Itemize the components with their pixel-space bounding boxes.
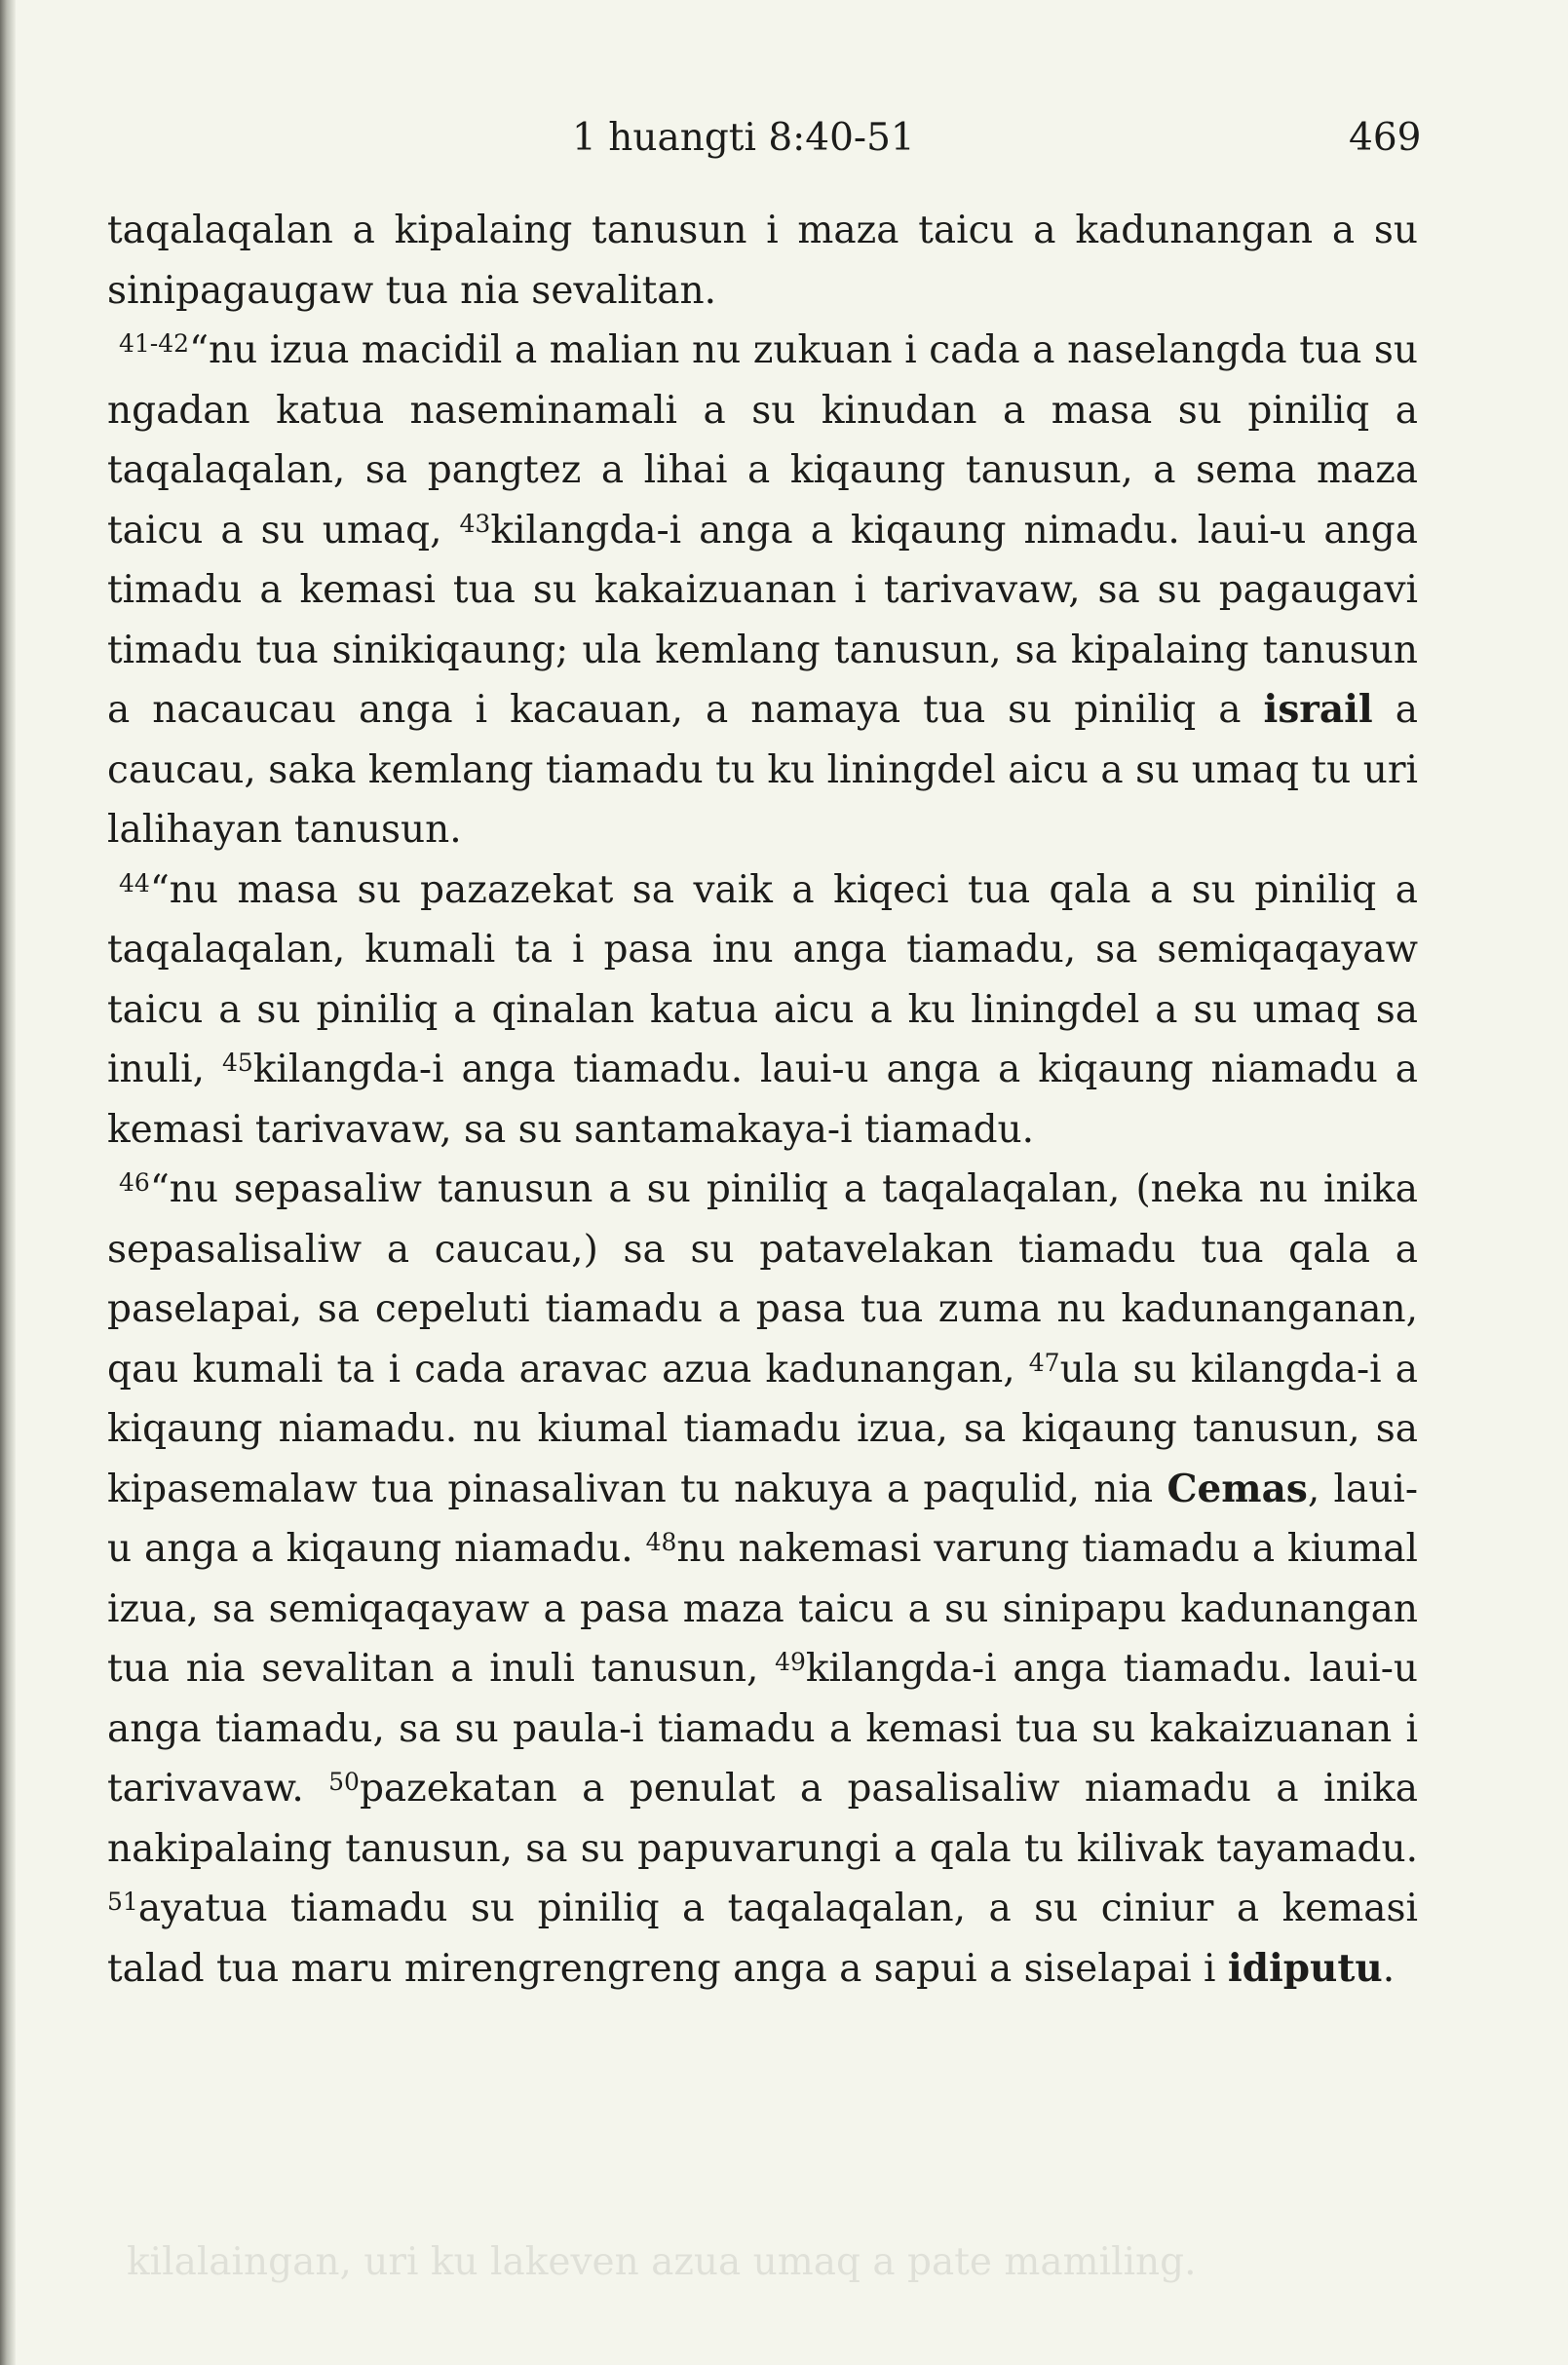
bold-name: israil (1263, 687, 1373, 732)
text-run: pazekatan a penulat a pasalisaliw niamadu a inika nakipalaing tanusun, sa su papuvarungi a qala tu kilivak tayamadu. (107, 1767, 1418, 1871)
bold-name: Cemas (1166, 1466, 1308, 1511)
text-run: “nu masa su pazazekat sa vaik a kiqeci tua qala a su piniliq a taqalaqalan, kumali ta i pasa inu anga tiamadu, sa semiqaqayaw taicu a su piniliq a qinalan katua aicu a ku liningdel a su umaq sa inuli, (107, 867, 1418, 1091)
text-run: kilangda-i anga tiamadu. laui-u anga a kiqaung niamadu a kemasi tarivavaw, sa su santamakaya-i tiamadu. (107, 1048, 1418, 1152)
text-run: kilangda-i anga tiamadu. laui-u anga tiamadu, sa su paula-i tiamadu a kemasi tua su kakaizuanan i tarivavaw. (107, 1647, 1419, 1811)
text-run: ula su kilangda-i a kiqaung niamadu. nu kiumal tiamadu izua, sa kiqaung tanusun, sa kipasemalaw tua pinasalivan tu nakuya a paqulid, nia (107, 1347, 1418, 1511)
page-spine-shadow (0, 0, 16, 2365)
text-run: ayatua tiamadu su piniliq a taqalaqalan, a su ciniur a kemasi talad tua maru mirengrengreng anga a sapui a siselapai i (107, 1887, 1418, 1991)
verse-number: 41-42 (119, 329, 190, 358)
text-run: a caucau, saka kemlang tiamadu tu ku liningdel aicu a su umaq tu uri lalihayan tanusun. (107, 688, 1418, 852)
verse-number: 43 (459, 509, 491, 538)
verse-number: 48 (645, 1528, 677, 1556)
page-number: 469 (1349, 116, 1422, 160)
bleed-through-text: kilalaingan, uri ku lakeven azua umaq a pate mamiling. (127, 2240, 1197, 2284)
page-header (0, 109, 1568, 168)
paragraph (107, 201, 1418, 321)
verse-number: 46 (119, 1168, 150, 1197)
verse-number: 50 (328, 1768, 360, 1796)
paragraph (107, 1160, 1418, 1999)
verse-number: 45 (221, 1049, 253, 1077)
paragraph (107, 321, 1418, 860)
paragraph (107, 860, 1418, 1161)
running-title: 1 huangti 8:40-51 (572, 116, 915, 160)
text-run: , laui-u anga a kiqaung niamadu. (107, 1467, 1418, 1571)
text-run: nu nakemasi varung tiamadu a kiumal izua, sa semiqaqayaw a pasa maza taicu a su sinipapu kadunangan tua nia sevalitan a inuli tanusun, (107, 1527, 1418, 1691)
text-run: taqalaqalan a kipalaing tanusun i maza taicu a kadunangan a su sinipagaugaw tua nia sevalitan. (107, 209, 1418, 313)
verse-number: 51 (107, 1888, 138, 1916)
verse-number: 44 (119, 868, 150, 897)
verse-number: 49 (775, 1648, 806, 1676)
body-text (107, 201, 1418, 1999)
text-run: “nu sepasaliw tanusun a su piniliq a taqalaqalan, (neka nu inika sepasalisaliw a caucau,) sa su patavelakan tiamadu tua qala a paselapai, sa cepeluti tiamadu a pasa tua zuma nu kadunanganan, qau kumali ta i cada aravac azua kadunangan, (107, 1167, 1418, 1392)
text-run: “nu izua macidil a malian nu zukuan i cada a naselangda tua su ngadan katua naseminamali a su kinudan a masa su piniliq a taqalaqalan, sa pangtez a lihai a kiqaung tanusun, a sema maza taicu a su umaq, (107, 328, 1418, 553)
bold-name: idiputu (1227, 1945, 1383, 1991)
text-run: . (1382, 1946, 1396, 1991)
text-run: kilangda-i anga a kiqaung nimadu. laui-u anga timadu a kemasi tua su kakaizuanan i tarivavaw, sa su pagaugavi timadu tua sinikiqaung; ula kemlang tanusun, sa kipalaing tanusun a nacaucau anga i kacauan, a namaya tua su piniliq a (107, 508, 1419, 732)
verse-number: 47 (1028, 1348, 1060, 1377)
